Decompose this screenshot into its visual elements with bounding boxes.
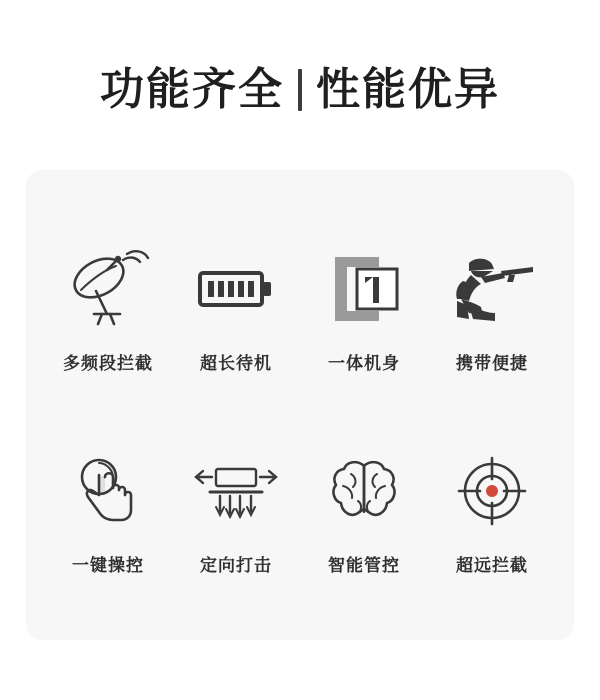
- directional-strike-icon: [194, 443, 278, 539]
- target-crosshair-icon: [456, 443, 528, 539]
- feature-item-smart-control[interactable]: [300, 408, 428, 610]
- feature-item-directional-strike[interactable]: [172, 408, 300, 610]
- page-title: [100, 65, 500, 114]
- soldier-icon: [449, 241, 535, 337]
- feature-item-multiband[interactable]: [44, 206, 172, 408]
- feature-item-one-key-control[interactable]: [44, 408, 172, 610]
- feature-card: [26, 170, 574, 640]
- one-piece-body-icon: [327, 241, 401, 337]
- feature-label: 携带便捷: [456, 353, 528, 373]
- title-divider: [298, 69, 302, 111]
- brain-icon: [327, 443, 401, 539]
- page-title-right: 性能优异: [316, 65, 500, 114]
- feature-label: 一键操控: [72, 555, 144, 575]
- feature-label: 一体机身: [328, 353, 400, 373]
- feature-item-long-range-intercept[interactable]: [428, 408, 556, 610]
- page-footer-space: [0, 640, 600, 700]
- satellite-dish-icon: [66, 241, 150, 337]
- feature-label: 智能管控: [328, 555, 400, 575]
- feature-grid: [44, 206, 556, 610]
- feature-label: 定向打击: [200, 555, 272, 575]
- feature-label: 多频段拦截: [63, 353, 153, 373]
- page-header: [0, 0, 600, 170]
- hand-tap-icon: [75, 443, 141, 539]
- feature-label: 超长待机: [200, 353, 272, 373]
- feature-item-standby[interactable]: [172, 206, 300, 408]
- battery-icon: [196, 241, 276, 337]
- feature-item-integrated-body[interactable]: [300, 206, 428, 408]
- feature-item-portable[interactable]: [428, 206, 556, 408]
- feature-label: 超远拦截: [456, 555, 528, 575]
- page-title-left: 功能齐全: [100, 65, 284, 114]
